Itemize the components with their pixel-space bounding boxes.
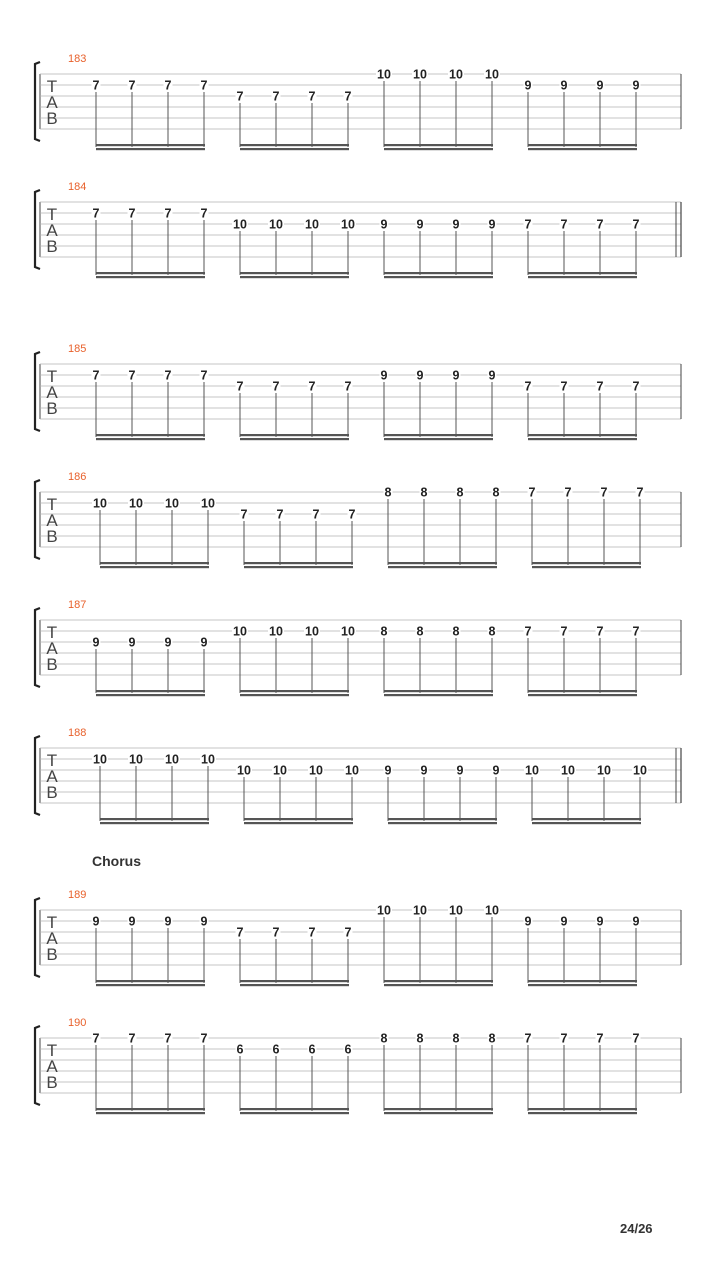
beam: [528, 694, 637, 696]
fret-number: 9: [456, 763, 464, 778]
tab-clef-letter: T: [46, 367, 58, 386]
beam: [100, 562, 209, 564]
tab-system: [35, 471, 681, 568]
tab-clef-letter: T: [46, 623, 58, 642]
beam: [384, 1112, 493, 1114]
tab-clef-letter: T: [46, 77, 58, 96]
fret-number: 10: [93, 496, 107, 511]
fret-number: 10: [129, 752, 143, 767]
fret-number: 10: [165, 752, 179, 767]
fret-number: 7: [128, 206, 136, 221]
tab-clef-letter: B: [46, 655, 58, 674]
beam: [96, 434, 205, 436]
fret-number: 9: [128, 914, 136, 929]
tab-clef-letter: A: [46, 1057, 58, 1076]
beam: [384, 434, 493, 436]
fret-number: 7: [276, 507, 284, 522]
fret-number: 9: [164, 635, 172, 650]
fret-number: 9: [420, 763, 428, 778]
beam: [388, 562, 497, 564]
fret-number: 10: [341, 624, 355, 639]
fret-number: 10: [449, 903, 463, 918]
fret-number: 9: [200, 914, 208, 929]
fret-number: 10: [269, 624, 283, 639]
fret-number: 9: [164, 914, 172, 929]
beam: [240, 984, 349, 986]
fret-number: 7: [236, 89, 244, 104]
fret-number: 7: [600, 485, 608, 500]
fret-number: 8: [492, 485, 500, 500]
fret-number: 7: [596, 217, 604, 232]
fret-number: 10: [233, 217, 247, 232]
beam: [240, 144, 349, 146]
fret-number: 7: [236, 379, 244, 394]
fret-number: 8: [420, 485, 428, 500]
beam: [96, 1108, 205, 1110]
tab-clef-letter: A: [46, 93, 58, 112]
fret-number: 9: [524, 914, 532, 929]
tab-system: [35, 181, 681, 278]
fret-number: 8: [452, 624, 460, 639]
fret-number: 6: [272, 1042, 280, 1057]
tab-clef-letter: A: [46, 929, 58, 948]
beam: [388, 818, 497, 820]
fret-number: 7: [524, 379, 532, 394]
fret-number: 7: [200, 78, 208, 93]
fret-number: 10: [305, 217, 319, 232]
fret-number: 10: [309, 763, 323, 778]
bar-number: 186: [68, 471, 87, 483]
fret-number: 10: [305, 624, 319, 639]
fret-number: 7: [128, 78, 136, 93]
fret-number: 9: [632, 78, 640, 93]
beam: [384, 1108, 493, 1110]
fret-number: 10: [201, 752, 215, 767]
beam: [240, 272, 349, 274]
tab-clef-letter: T: [46, 913, 58, 932]
tab-clef-letter: A: [46, 383, 58, 402]
beam: [384, 694, 493, 696]
beam: [528, 144, 637, 146]
fret-number: 7: [92, 368, 100, 383]
beam: [100, 822, 209, 824]
fret-number: 7: [236, 925, 244, 940]
fret-number: 9: [596, 78, 604, 93]
tab-clef-letter: T: [46, 1041, 58, 1060]
beam: [528, 984, 637, 986]
fret-number: 9: [416, 368, 424, 383]
fret-number: 7: [200, 1031, 208, 1046]
fret-number: 7: [164, 368, 172, 383]
fret-number: 7: [92, 1031, 100, 1046]
beam: [528, 1112, 637, 1114]
fret-number: 7: [92, 206, 100, 221]
fret-number: 10: [413, 67, 427, 82]
fret-number: 10: [345, 763, 359, 778]
beam: [96, 272, 205, 274]
tab-clef-letter: B: [46, 399, 58, 418]
tab-clef-letter: B: [46, 945, 58, 964]
bar-number: 187: [68, 599, 87, 611]
beam: [528, 1108, 637, 1110]
beam: [528, 434, 637, 436]
tab-system: [35, 853, 681, 986]
fret-number: 7: [524, 624, 532, 639]
fret-number: 9: [452, 217, 460, 232]
bar-number: 184: [68, 181, 87, 193]
beam: [240, 980, 349, 982]
system-bracket: [35, 1026, 40, 1105]
fret-number: 9: [200, 635, 208, 650]
fret-number: 7: [560, 624, 568, 639]
fret-number: 10: [377, 67, 391, 82]
fret-number: 7: [596, 1031, 604, 1046]
page-number: 24/26: [620, 1221, 653, 1236]
fret-number: 9: [128, 635, 136, 650]
fret-number: 7: [128, 1031, 136, 1046]
beam: [96, 1112, 205, 1114]
bar-number: 185: [68, 343, 87, 355]
fret-number: 10: [485, 903, 499, 918]
beam: [528, 980, 637, 982]
fret-number: 9: [488, 368, 496, 383]
beam: [240, 148, 349, 150]
fret-number: 10: [165, 496, 179, 511]
beam: [528, 690, 637, 692]
fret-number: 10: [273, 763, 287, 778]
beam: [240, 1112, 349, 1114]
fret-number: 7: [308, 89, 316, 104]
tab-clef-letter: B: [46, 527, 58, 546]
fret-number: 7: [560, 1031, 568, 1046]
tab-system: [35, 343, 681, 440]
fret-number: 8: [384, 485, 392, 500]
fret-number: 7: [200, 206, 208, 221]
fret-number: 8: [416, 624, 424, 639]
fret-number: 7: [312, 507, 320, 522]
beam: [384, 984, 493, 986]
fret-number: 7: [164, 1031, 172, 1046]
fret-number: 7: [632, 624, 640, 639]
fret-number: 9: [492, 763, 500, 778]
beam: [384, 272, 493, 274]
tab-clef-letter: T: [46, 751, 58, 770]
fret-number: 10: [201, 496, 215, 511]
system-bracket: [35, 62, 40, 141]
fret-number: 6: [344, 1042, 352, 1057]
beam: [384, 980, 493, 982]
fret-number: 10: [269, 217, 283, 232]
system-bracket: [35, 352, 40, 431]
fret-number: 7: [272, 379, 280, 394]
beam: [528, 272, 637, 274]
fret-number: 7: [200, 368, 208, 383]
beam: [532, 818, 641, 820]
system-bracket: [35, 608, 40, 687]
fret-number: 7: [344, 925, 352, 940]
fret-number: 6: [308, 1042, 316, 1057]
fret-number: 9: [524, 78, 532, 93]
fret-number: 7: [560, 379, 568, 394]
fret-number: 9: [560, 78, 568, 93]
beam: [244, 818, 353, 820]
tab-clef-letter: A: [46, 511, 58, 530]
fret-number: 9: [452, 368, 460, 383]
fret-number: 8: [488, 624, 496, 639]
fret-number: 10: [377, 903, 391, 918]
beam: [244, 562, 353, 564]
fret-number: 10: [93, 752, 107, 767]
tab-system: [35, 599, 681, 696]
fret-number: 7: [240, 507, 248, 522]
fret-number: 10: [485, 67, 499, 82]
beam: [96, 694, 205, 696]
fret-number: 7: [348, 507, 356, 522]
fret-number: 7: [564, 485, 572, 500]
beam: [384, 148, 493, 150]
fret-number: 8: [452, 1031, 460, 1046]
system-bracket: [35, 736, 40, 815]
bar-number: 190: [68, 1017, 87, 1029]
beam: [96, 980, 205, 982]
beam: [100, 818, 209, 820]
beam: [240, 690, 349, 692]
beam: [100, 566, 209, 568]
system-bracket: [35, 898, 40, 977]
fret-number: 7: [596, 379, 604, 394]
beam: [96, 690, 205, 692]
fret-number: 10: [413, 903, 427, 918]
section-label: Chorus: [92, 853, 141, 869]
fret-number: 10: [449, 67, 463, 82]
beam: [528, 438, 637, 440]
tab-clef-letter: A: [46, 221, 58, 240]
bar-number: 188: [68, 727, 87, 739]
fret-number: 9: [92, 635, 100, 650]
fret-number: 7: [528, 485, 536, 500]
fret-number: 7: [596, 624, 604, 639]
fret-number: 10: [525, 763, 539, 778]
beam: [384, 144, 493, 146]
tab-clef-letter: T: [46, 495, 58, 514]
tab-clef-letter: A: [46, 767, 58, 786]
fret-number: 8: [488, 1031, 496, 1046]
fret-number: 8: [416, 1031, 424, 1046]
fret-number: 7: [128, 368, 136, 383]
fret-number: 8: [380, 624, 388, 639]
tab-system: [35, 1017, 681, 1114]
fret-number: 8: [456, 485, 464, 500]
fret-number: 7: [92, 78, 100, 93]
tab-clef-letter: T: [46, 205, 58, 224]
fret-number: 7: [308, 379, 316, 394]
fret-number: 9: [560, 914, 568, 929]
fret-number: 9: [632, 914, 640, 929]
beam: [96, 144, 205, 146]
beam: [528, 148, 637, 150]
fret-number: 10: [561, 763, 575, 778]
fret-number: 10: [633, 763, 647, 778]
fret-number: 7: [308, 925, 316, 940]
tab-clef-letter: B: [46, 237, 58, 256]
tab-clef-letter: B: [46, 109, 58, 128]
fret-number: 7: [632, 379, 640, 394]
fret-number: 10: [233, 624, 247, 639]
beam: [244, 822, 353, 824]
beam: [384, 690, 493, 692]
beam: [96, 438, 205, 440]
fret-number: 9: [380, 217, 388, 232]
beam: [240, 434, 349, 436]
tab-clef-letter: B: [46, 1073, 58, 1092]
beam: [240, 1108, 349, 1110]
fret-number: 7: [632, 1031, 640, 1046]
beam: [528, 276, 637, 278]
beam: [384, 438, 493, 440]
beam: [96, 984, 205, 986]
fret-number: 7: [524, 217, 532, 232]
fret-number: 10: [597, 763, 611, 778]
beam: [388, 822, 497, 824]
beam: [96, 276, 205, 278]
fret-number: 10: [129, 496, 143, 511]
tab-clef-letter: A: [46, 639, 58, 658]
system-bracket: [35, 480, 40, 559]
beam: [96, 148, 205, 150]
fret-number: 7: [272, 89, 280, 104]
fret-number: 7: [344, 379, 352, 394]
fret-number: 7: [524, 1031, 532, 1046]
tab-system: [35, 53, 681, 150]
fret-number: 7: [560, 217, 568, 232]
fret-number: 9: [416, 217, 424, 232]
beam: [240, 276, 349, 278]
fret-number: 8: [380, 1031, 388, 1046]
fret-number: 9: [380, 368, 388, 383]
fret-number: 7: [636, 485, 644, 500]
beam: [532, 822, 641, 824]
beam: [244, 566, 353, 568]
fret-number: 9: [596, 914, 604, 929]
fret-number: 7: [632, 217, 640, 232]
fret-number: 10: [341, 217, 355, 232]
fret-number: 9: [488, 217, 496, 232]
fret-number: 6: [236, 1042, 244, 1057]
beam: [532, 562, 641, 564]
fret-number: 10: [237, 763, 251, 778]
beam: [388, 566, 497, 568]
tab-clef-letter: B: [46, 783, 58, 802]
fret-number: 7: [272, 925, 280, 940]
fret-number: 7: [164, 206, 172, 221]
beam: [240, 438, 349, 440]
fret-number: 7: [164, 78, 172, 93]
bar-number: 183: [68, 53, 87, 65]
tab-system: [35, 727, 681, 824]
beam: [240, 694, 349, 696]
beam: [532, 566, 641, 568]
bar-number: 189: [68, 889, 87, 901]
fret-number: 7: [344, 89, 352, 104]
fret-number: 9: [92, 914, 100, 929]
system-bracket: [35, 190, 40, 269]
fret-number: 9: [384, 763, 392, 778]
beam: [384, 276, 493, 278]
